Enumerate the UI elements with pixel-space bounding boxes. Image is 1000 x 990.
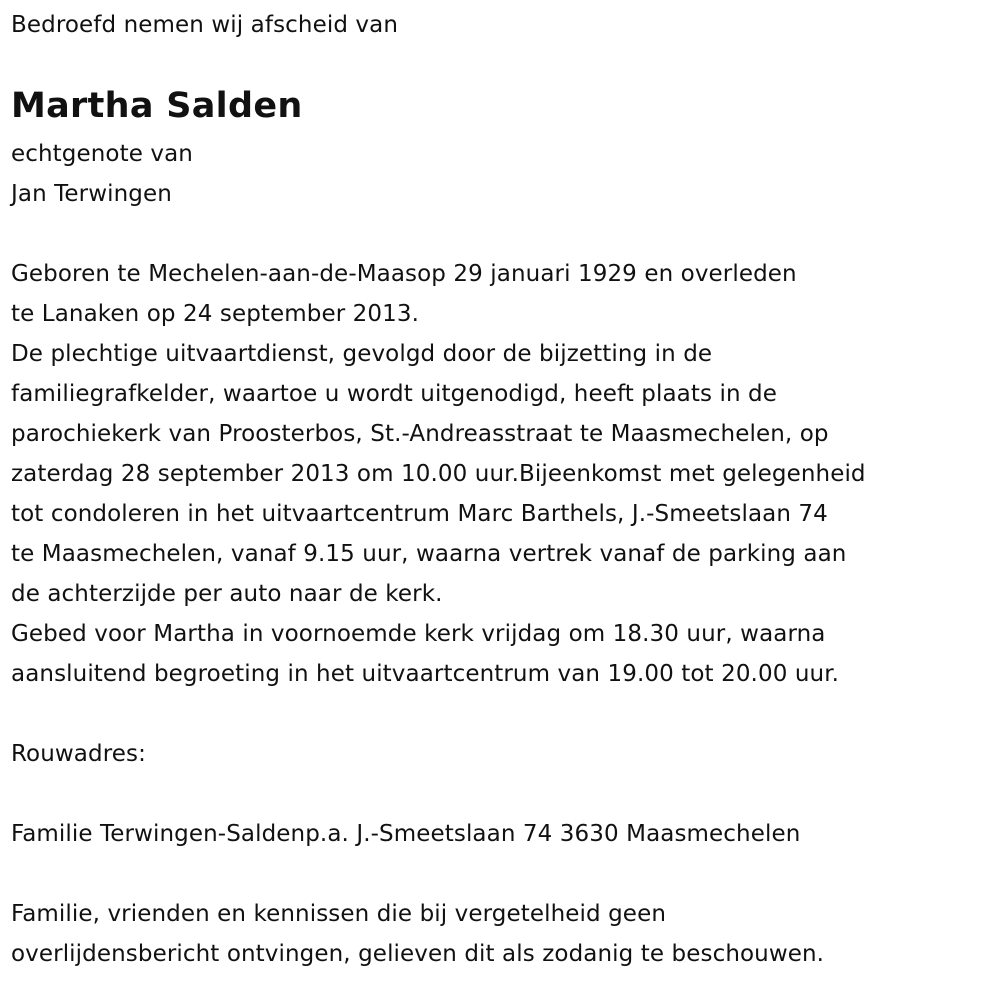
announcement-line: Geboren te Mechelen-aan-de-Maasop 29 januari 1929 en overleden xyxy=(11,261,797,287)
spouse-name: Jan Terwingen xyxy=(11,181,172,207)
announcement-line: zaterdag 28 september 2013 om 10.00 uur.Bijeenkomst met gelegenheid xyxy=(11,461,866,487)
mourning-address: Familie Terwingen-Saldenp.a. J.-Smeetslaan 74 3630 Maasmechelen xyxy=(11,821,801,847)
closing-line: overlijdensbericht ontvingen, gelieven dit als zodanig te beschouwen. xyxy=(11,941,825,967)
announcement-line: Gebed voor Martha in voornoemde kerk vrijdag om 18.30 uur, waarna xyxy=(11,621,826,647)
announcement-line: De plechtige uitvaartdienst, gevolgd door de bijzetting in de xyxy=(11,341,713,367)
announcement-line: aansluitend begroeting in het uitvaartcentrum van 19.00 tot 20.00 uur. xyxy=(11,661,840,687)
announcement-line: parochiekerk van Proosterbos, St.-Andreasstraat te Maasmechelen, op xyxy=(11,421,829,447)
deceased-name: Martha Salden xyxy=(11,86,303,126)
announcement-line: familiegrafkelder, waartoe u wordt uitgenodigd, heeft plaats in de xyxy=(11,381,778,407)
announcement-line: te Maasmechelen, vanaf 9.15 uur, waarna vertrek vanaf de parking aan xyxy=(11,541,847,567)
closing-line: Familie, vrienden en kennissen die bij vergetelheid geen xyxy=(11,901,666,927)
intro-text: Bedroefd nemen wij afscheid van xyxy=(11,12,399,38)
announcement-line: te Lanaken op 24 september 2013. xyxy=(11,301,420,327)
relation-line: echtgenote van xyxy=(11,141,193,167)
announcement-line: tot condoleren in het uitvaartcentrum Marc Barthels, J.-Smeetslaan 74 xyxy=(11,501,828,527)
mourning-address-label: Rouwadres: xyxy=(11,741,146,767)
announcement-line: de achterzijde per auto naar de kerk. xyxy=(11,581,443,607)
